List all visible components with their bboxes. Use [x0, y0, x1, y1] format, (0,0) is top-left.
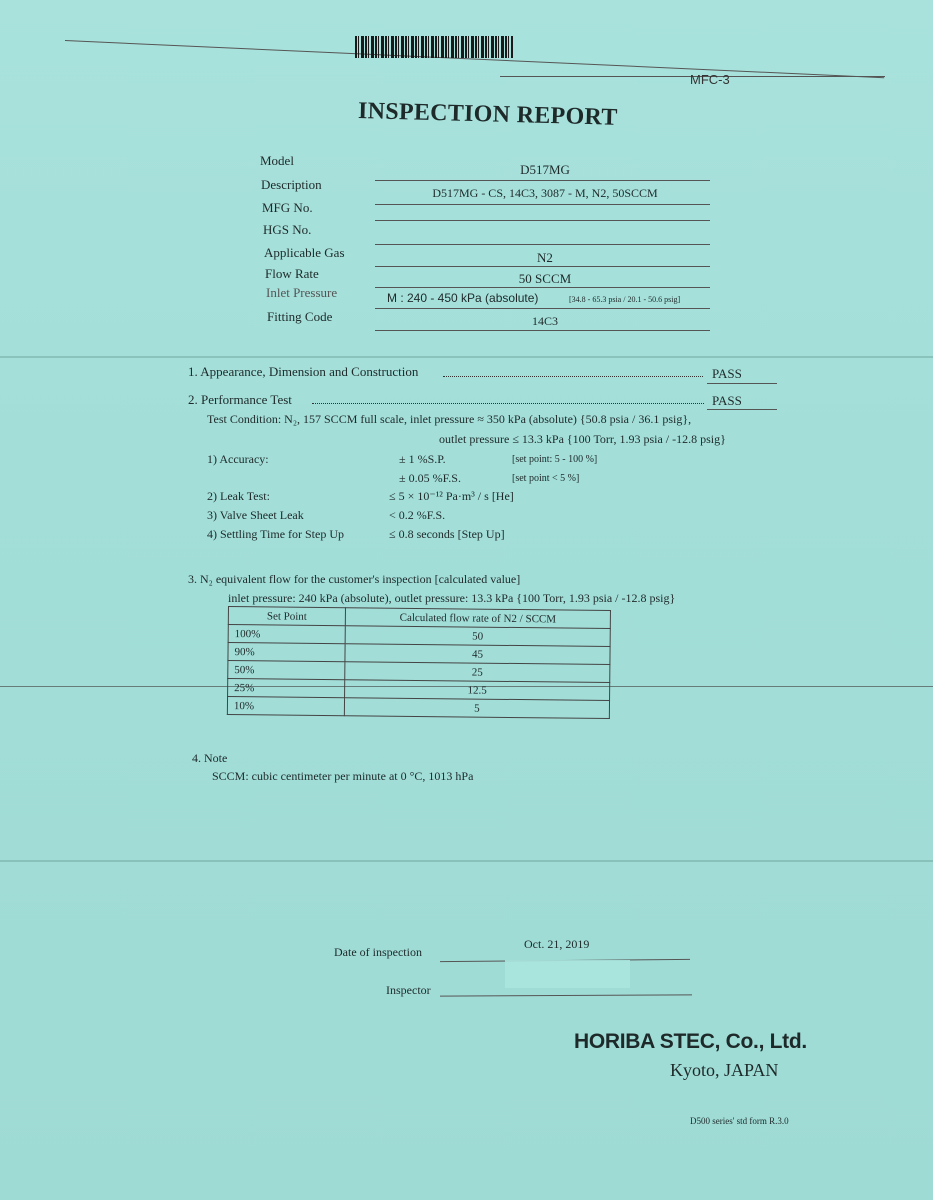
set-point-cell: 50% — [228, 661, 345, 680]
accuracy-spec-2: ± 0.05 %F.S. — [399, 471, 461, 485]
field-underline — [375, 244, 710, 245]
leak-test-spec: ≤ 5 × 10⁻¹² Pa·m³ / s [He] — [389, 489, 514, 503]
report-title: INSPECTION REPORT — [357, 98, 618, 131]
field-value-flow-rate: 50 SCCM — [518, 271, 572, 286]
field-label-flow-rate: Flow Rate — [265, 266, 319, 281]
doc-ref: MFC-3 — [690, 72, 730, 87]
company-name: HORIBA STEC, Co., Ltd. — [574, 1030, 807, 1053]
section3-condition: inlet pressure: 240 kPa (absolute), outlet pressure: 13.3 kPa {100 Torr, 1.93 psia / -12.8 psig} — [228, 591, 676, 605]
inspector-underline — [440, 994, 692, 996]
leader-dots — [312, 403, 704, 404]
field-label-mfg-no: MFG No. — [262, 200, 313, 215]
field-label-gas: Applicable Gas — [264, 245, 345, 260]
set-point-cell: 10% — [227, 697, 344, 716]
field-label-model: Model — [260, 153, 294, 168]
accuracy-label: 1) Accuracy: — [207, 452, 269, 466]
field-underline — [375, 180, 710, 181]
set-point-cell: 25% — [228, 679, 345, 698]
field-underline — [375, 287, 710, 288]
field-underline — [375, 308, 710, 309]
date-label: Date of inspection — [334, 945, 422, 959]
field-value-inlet-pressure-note: [34.8 - 65.3 psia / 20.1 - 50.6 psig] — [569, 295, 681, 304]
field-value-description: D517MG - CS, 14C3, 3087 - M, N2, 50SCCM — [432, 186, 658, 200]
test-condition-line1: Test Condition: N₂, 157 SCCM full scale, inlet pressure ≈ 350 kPa (absolute) {50.8 psia / 36.1 psig}, — [207, 412, 692, 426]
field-value-model: D517MG — [520, 162, 570, 177]
field-underline — [375, 330, 710, 331]
accuracy-spec-1: ± 1 %S.P. — [399, 452, 446, 466]
inspector-label: Inspector — [386, 983, 431, 997]
redacted-area — [505, 960, 630, 988]
section2-result: PASS — [712, 393, 742, 408]
paper-fold — [0, 860, 933, 862]
form-ref: D500 series' std form R.3.0 — [690, 1116, 789, 1126]
section2-label: 2. Performance Test — [188, 392, 292, 407]
field-underline — [375, 220, 710, 221]
section4-label: 4. Note — [192, 751, 228, 765]
flow-cell: 5 — [344, 698, 609, 719]
valve-leak-label: 3) Valve Sheet Leak — [207, 508, 304, 522]
settling-time-spec: ≤ 0.8 seconds [Step Up] — [389, 527, 505, 541]
field-value-inlet-pressure: M : 240 - 450 kPa (absolute) — [387, 291, 539, 305]
field-label-hgs-no: HGS No. — [263, 222, 312, 237]
field-label-fitting-code: Fitting Code — [267, 309, 333, 324]
test-condition-line2: outlet pressure ≤ 13.3 kPa {100 Torr, 1.93 psia / -12.8 psig} — [439, 432, 726, 446]
paper-fold — [0, 356, 933, 358]
field-underline — [375, 266, 710, 267]
accuracy-note-1: [set point: 5 - 100 %] — [512, 454, 598, 465]
table-header-cell: Set Point — [228, 607, 345, 626]
settling-time-label: 4) Settling Time for Step Up — [207, 527, 345, 541]
field-value-fitting-code: 14C3 — [531, 314, 558, 328]
field-label-description: Description — [261, 177, 322, 192]
set-point-cell: 90% — [228, 643, 345, 662]
date-value: Oct. 21, 2019 — [524, 937, 590, 951]
leak-test-label: 2) Leak Test: — [207, 489, 270, 503]
barcode — [355, 36, 513, 58]
table-row — [227, 697, 609, 719]
set-point-cell: 100% — [228, 625, 345, 644]
section4-note: SCCM: cubic centimeter per minute at 0 °C, 1013 hPa — [212, 769, 474, 783]
valve-leak-spec: < 0.2 %F.S. — [389, 508, 446, 522]
flow-cell: 25 — [345, 662, 610, 683]
company-location: Kyoto, JAPAN — [670, 1060, 779, 1080]
leader-dots — [443, 376, 703, 377]
section3-label: 3. N₂ equivalent flow for the customer's inspection [calculated value] — [188, 572, 521, 586]
accuracy-note-2: [set point < 5 %] — [512, 473, 580, 484]
section1-label: 1. Appearance, Dimension and Construction — [188, 364, 419, 379]
result-underline — [707, 383, 777, 384]
field-label-inlet-pressure: Inlet Pressure — [266, 285, 338, 300]
flow-table — [227, 606, 611, 719]
flow-cell: 12.5 — [345, 680, 610, 701]
field-underline — [375, 204, 710, 205]
flow-cell: 45 — [345, 644, 610, 665]
flow-cell: 50 — [345, 626, 610, 647]
field-value-gas: N2 — [537, 250, 553, 265]
result-underline — [707, 409, 777, 410]
table-header-cell: Calculated flow rate of N2 / SCCM — [345, 608, 610, 629]
section1-result: PASS — [712, 366, 742, 381]
